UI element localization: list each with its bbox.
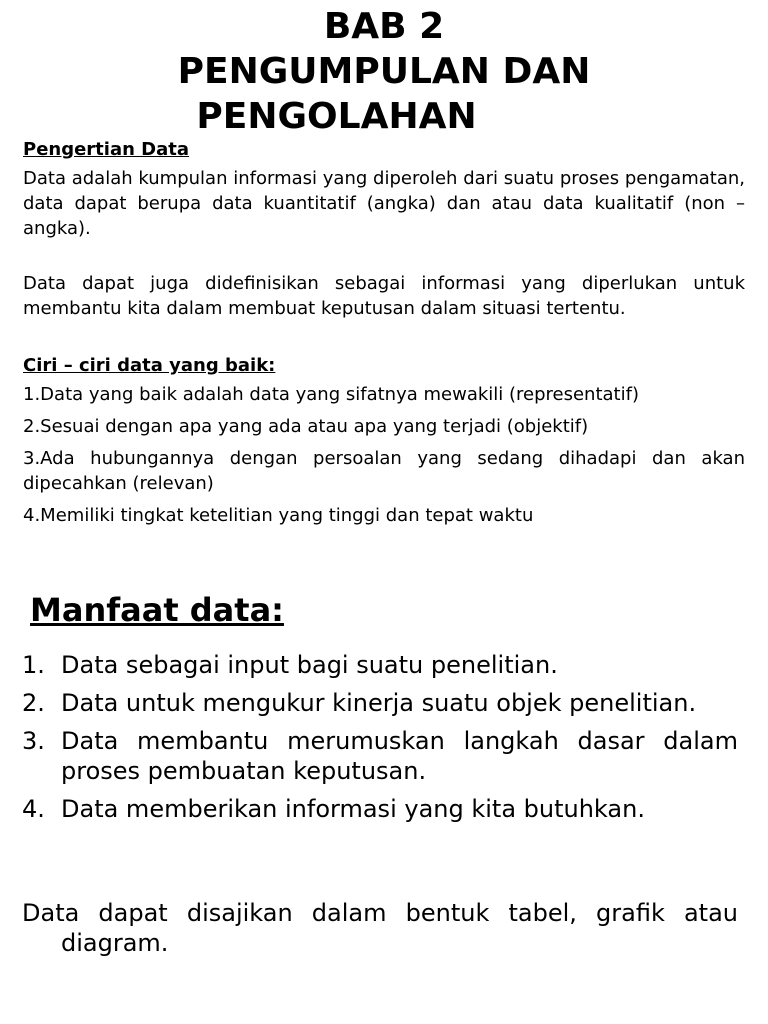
pengertian-paragraph-2: Data dapat juga didefinisikan sebagai informasi yang diperlukan untuk membantu kita dalam membuat keputusan dalam situasi tertentu. [23, 273, 745, 319]
list-text: Data memberikan informasi yang kita butuhkan. [61, 795, 645, 823]
manfaat-list [22, 650, 738, 832]
manfaat-heading: Manfaat data: [30, 591, 284, 629]
ciri-item-2: 2.Sesuai dengan apa yang ada atau apa yang terjadi (objektif) [23, 416, 589, 437]
title-line-2: PENGUMPULAN DAN [177, 51, 591, 92]
list-item [22, 726, 738, 786]
list-number: 1. [22, 651, 45, 679]
slide-bottom [0, 580, 768, 1024]
pengertian-paragraph-1: Data adalah kumpulan informasi yang diperoleh dari suatu proses pengamatan, data dapat berupa data kuantitatif (angka) dan atau data kualitatif (non – angka). [23, 168, 745, 239]
list-number: 3. [22, 727, 45, 755]
ciri-item-3: 3.Ada hubungannya dengan persoalan yang sedang dihadapi dan akan dipecahkan (relevan) [23, 448, 745, 494]
page-title [0, 4, 768, 139]
list-text: Data sebagai input bagi suatu penelitian. [61, 651, 558, 679]
ciri-item-4: 4.Memiliki tingkat ketelitian yang tinggi dan tepat waktu [23, 505, 534, 526]
list-number: 4. [22, 795, 45, 823]
list-text: Data untuk mengukur kinerja suatu objek penelitian. [61, 689, 697, 717]
list-item [22, 688, 738, 718]
top-content [23, 137, 745, 546]
title-line-3: PENGOLAHAN [196, 96, 477, 137]
pengertian-heading: Pengertian Data [23, 139, 190, 160]
ciri-heading: Ciri – ciri data yang baik: [23, 355, 276, 376]
list-text: Data membantu merumuskan langkah dasar dalam proses pembuatan keputusan. [61, 727, 738, 785]
list-item [22, 650, 738, 680]
title-line-1: BAB 2 [323, 6, 445, 47]
closing-paragraph: Data dapat disajikan dalam bentuk tabel, grafik atau diagram. [22, 899, 738, 957]
list-item [22, 794, 738, 824]
list-number: 2. [22, 689, 45, 717]
ciri-item-1: 1.Data yang baik adalah data yang sifatnya mewakili (representatif) [23, 384, 639, 405]
